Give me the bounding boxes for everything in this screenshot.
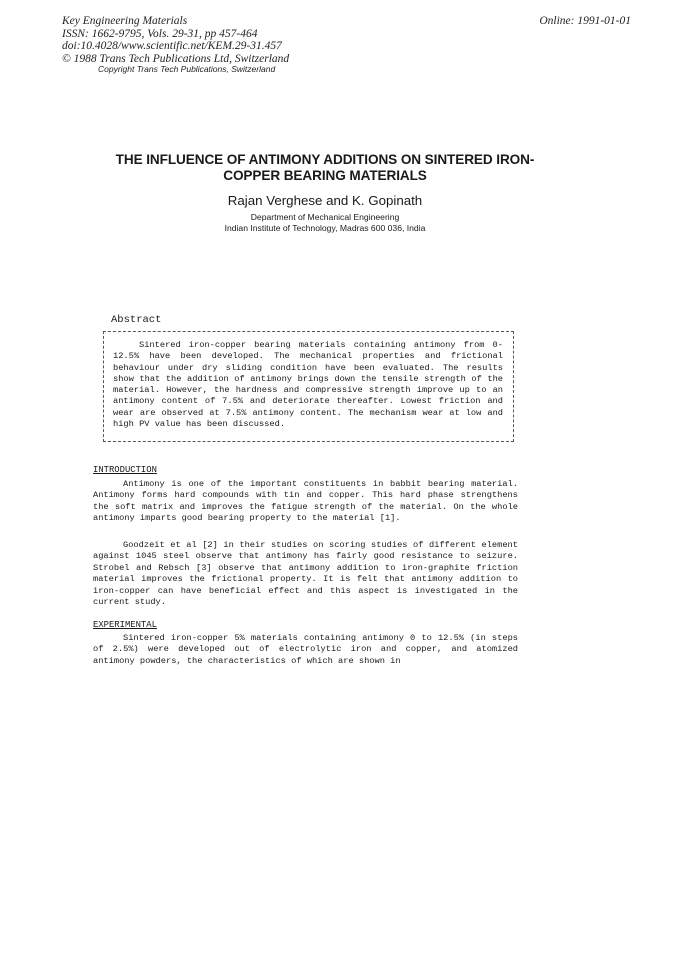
experimental-paragraph-1-text: Sintered iron-copper 5% materials containing antimony 0 to 12.5% (in steps of 2.5%) were developed out of electrolytic iron and copper, and atomized antimony powders, the characteristics of which are shown in [93, 633, 518, 666]
experimental-heading: EXPERIMENTAL [93, 620, 157, 630]
introduction-paragraph-2 [93, 540, 518, 608]
introduction-paragraph-1-text: Antimony is one of the important constituents in babbit bearing material. Antimony forms hard compounds with tin and copper. This hard phase strengthens the soft matrix and improves the fatigue strength of the material. On the whole antimony imparts good bearing property to the material [1]. [93, 479, 518, 524]
abstract-text [113, 340, 503, 430]
introduction-paragraph-2-text: Goodzeit et al [2] in their studies on scoring studies of different element against 1045 steel observe that antimony has fairly good resistance to seizure. Strobel and Rebsch [3] observe that antimony addition to iron-graphite friction material improves the frictional property. It is felt that antimony addition to iron-copper can have beneficial effect and this aspect is investigated in the current study. [93, 540, 518, 608]
affiliation-institute: Indian Institute of Technology, Madras 600 036, India [224, 223, 426, 233]
abstract-paragraph: Sintered iron-copper bearing materials containing antimony from 0-12.5% have been developed. The mechanical properties and frictional behaviour under dry sliding condition have been evaluated. The results show that the addition of antimony brings down the tensile strength of the material. However, the hardness and compressive strength improve up to an antimony content of 7.5% and deteriorate thereafter. Lowest friction and wear are observed at 7.5% antimony content. The mechanism wear at low and high PV value has been discussed. [113, 340, 503, 430]
introduction-heading: INTRODUCTION [93, 465, 157, 475]
publisher-line: © 1988 Trans Tech Publications Ltd, Switzerland [62, 52, 290, 65]
introduction-paragraph-1 [93, 479, 518, 525]
title-line-1: THE INFLUENCE OF ANTIMONY ADDITIONS ON SINTERED IRON- [115, 152, 535, 167]
journal-header [62, 15, 289, 65]
affiliation-department: Department of Mechanical Engineering [250, 212, 400, 222]
online-date: Online: 1991-01-01 [539, 15, 631, 27]
journal-name: Key Engineering Materials [62, 15, 188, 27]
doi-line: doi:10.4028/www.scientific.net/KEM.29-31.457 [62, 40, 282, 52]
title-line-2: COPPER BEARING MATERIALS [223, 167, 427, 183]
copyright-notice: Copyright Trans Tech Publications, Switzerland [98, 64, 276, 74]
experimental-paragraph-1 [93, 633, 518, 667]
issn-line: ISSN: 1662-9795, Vols. 29-31, pp 457-464 [62, 27, 258, 40]
abstract-heading: Abstract [111, 314, 162, 326]
paper-title [100, 152, 550, 183]
authors: Rajan Verghese and K. Gopinath [227, 193, 423, 208]
